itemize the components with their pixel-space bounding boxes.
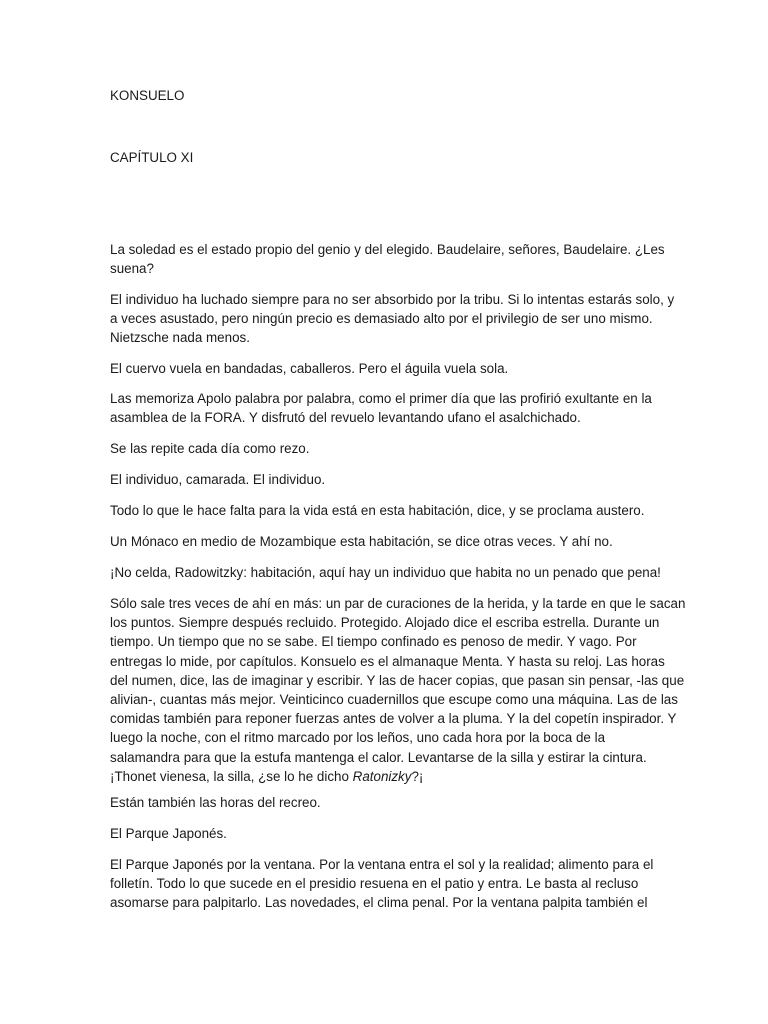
paragraph xyxy=(110,824,660,843)
text-line: comidas también para reponer fuerzas antes de volver a la pluma. Y la del copetín inspirador. Y xyxy=(110,711,677,727)
text-line: ¡No celda, Radowitzky: habitación, aquí hay un individuo que habita no un penado que pena! xyxy=(110,565,661,580)
text-line: luego la noche, con el ritmo marcado por los leños, uno cada hora por la boca de la xyxy=(110,730,606,746)
ratonizky-italic: Ratonizky xyxy=(352,768,412,784)
text-line: asomarse para palpitarlo. Las novedades, el clima penal. Por la ventana palpita también el xyxy=(110,895,648,911)
text-line: Las memoriza Apolo palabra por palabra, como el primer día que las profirió exultante en la xyxy=(110,391,652,406)
text-line: del numen, dice, las de imaginar y escribir. Y las de hacer copias, que pasan sin pensar, -las que xyxy=(110,672,685,688)
paragraph xyxy=(110,594,686,786)
thonet-text: ¡Thonet vienesa, la silla, ¿se lo he dicho xyxy=(110,768,353,784)
text-line: Se las repite cada día como rezo. xyxy=(110,441,310,456)
thonet-tail: ?¡ xyxy=(411,768,424,784)
text-line: El Parque Japonés. xyxy=(110,826,227,841)
paragraph xyxy=(110,532,660,551)
text-line: La soledad es el estado propio del genio y del elegido. Baudelaire, señores, Baudelaire. ¿Les xyxy=(110,242,665,257)
paragraph xyxy=(110,563,660,582)
text-line: los puntos. Siempre después recluido. Protegido. Alojado dice el escriba estrella. Durante un xyxy=(110,615,660,631)
text-line: El Parque Japonés por la ventana. Por la ventana entra el sol y la realidad; alimento para el xyxy=(110,857,654,872)
text-line: Sólo sale tres veces de ahí en más: un par de curaciones de la herida, y la tarde en que le sacan xyxy=(110,596,686,611)
text-line: tiempo. Un tiempo que no se sabe. El tiempo confinado es penoso de medir. Y vago. Por xyxy=(110,634,637,650)
text-line: Todo lo que le hace falta para la vida está en esta habitación, dice, y se proclama austero. xyxy=(110,503,645,518)
paragraph xyxy=(110,470,660,489)
text-line: suena? xyxy=(110,261,154,277)
paragraph xyxy=(110,855,660,913)
text-line: El individuo ha luchado siempre para no ser absorbido por la tribu. Si lo intentas estarás solo, y xyxy=(110,292,675,307)
text-line: Un Mónaco en medio de Mozambique esta habitación, se dice otras veces. Y ahí no. xyxy=(110,534,613,549)
text-line: El individuo, camarada. El individuo. xyxy=(110,472,326,487)
paragraph xyxy=(110,501,660,520)
paragraph xyxy=(110,359,660,378)
chapter-heading: CAPÍTULO XI xyxy=(110,150,194,165)
text-line: Nietzsche nada menos. xyxy=(110,330,250,346)
text-line: El cuervo vuela en bandadas, caballeros. Pero el águila vuela sola. xyxy=(110,361,509,376)
text-line: entregas lo mide, por capítulos. Konsuelo es el almanaque Menta. Y hasta su reloj. Las horas xyxy=(110,653,665,669)
text-line: alivian-, cuantas más mejor. Veinticinco cuadernillos que escupe como una máquina. Las de las xyxy=(110,692,678,708)
text-line: asamblea de la FORA. Y disfrutó del revuelo levantando ufano el asalchichado. xyxy=(110,410,581,426)
paragraph xyxy=(110,389,660,427)
paragraph xyxy=(110,290,675,348)
paragraph xyxy=(110,439,660,458)
paragraph xyxy=(110,240,665,278)
text-line: Están también las horas del recreo. xyxy=(110,795,321,810)
text-line: a veces asustado, pero ningún precio es demasiado alto por el privilegio de ser uno mismo. xyxy=(110,311,653,327)
text-line: salamandra para que la estufa mantenga el calor. Levantarse de la silla y estirar la cintura. xyxy=(110,749,647,765)
document-title: KONSUELO xyxy=(110,88,185,103)
paragraph xyxy=(110,793,660,812)
text-line xyxy=(110,767,660,786)
text-line: folletín. Todo lo que sucede en el presidio resuena en el patio y entra. Le basta al recluso xyxy=(110,876,639,892)
